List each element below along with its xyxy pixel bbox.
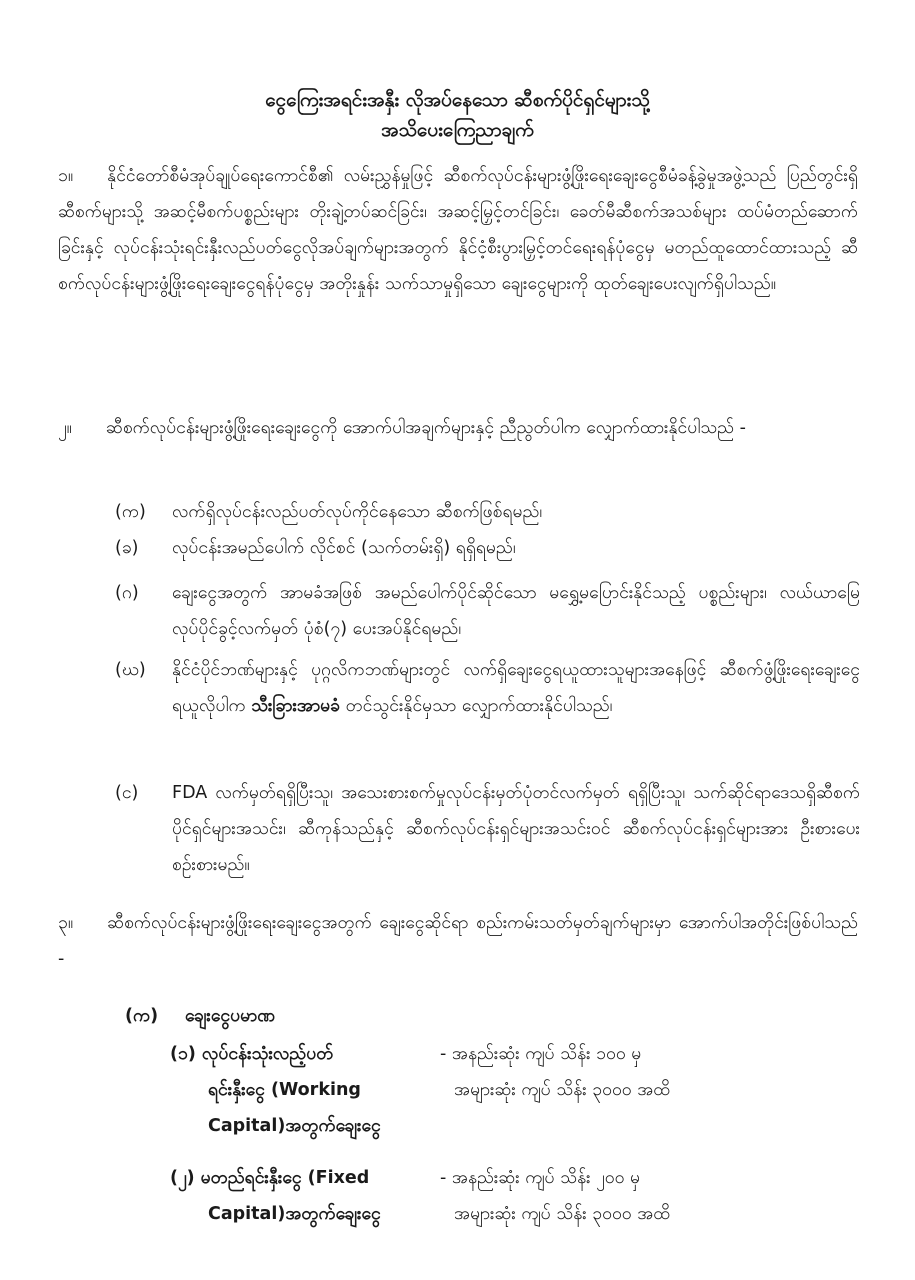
row-label-line: Capital)အတွက်ချေးငွေ [208, 1204, 381, 1224]
row-value-line: - အနည်းဆုံး ကျပ် သိန်း ၁၀၀ မှ [440, 1044, 642, 1064]
paragraph-2-text: ဆီစက်လုပ်ငန်းများဖွံ့ဖြိုးရေးချေးငွေကို အောက်ပါအချက်များနှင့် ညီညွတ်ပါက လျှောက်ထားနိုင်ပါသည် - [105, 418, 746, 438]
list-item [115, 530, 860, 566]
title-line-2: အသိပေးကြေညာချက် [381, 119, 534, 141]
list-item-mark: (ခ) [115, 538, 139, 558]
title-line-1: ငွေကြေးအရင်းအနှီး လိုအပ်နေသော ဆီစက်ပိုင်ရှင်များသို့ [265, 89, 650, 111]
row-value [440, 1160, 860, 1232]
list-item-text: ချေးငွေအတွက် အာမခံအဖြစ် အမည်ပေါက်ပိုင်ဆိုင်သော မရွှေ့မပြောင်းနိုင်သည့် ပစ္စည်းများ၊ လယ်ယာမြေလုပ်ပိုင်ခွင့်လက်မှတ် ပုံစံ(၇) ပေးအပ်နိုင်ရမည်၊ [172, 583, 860, 639]
row-label [170, 1160, 428, 1232]
paragraph-1-text: နိုင်ငံတော်စီမံအုပ်ချုပ်ရေးကောင်စီ၏ လမ်းညွှန်မှုဖြင့် ဆီစက်လုပ်ငန်းများဖွံ့ဖြိုးရေးချေးငွေစီမံခန့်ခွဲမှုအဖွဲ့သည် ပြည်တွင်းရှိ ဆီစက်များသို့ အဆင့်မီစက်ပစ္စည်းများ တိုးချဲ့တပ်ဆင်ခြင်း၊ အဆင့်မြှင့်တင်ခြင်း၊ ခေတ်မီဆီစက်အသစ်များ ထပ်မံတည်ဆောက်ခြင်းနှင့် လုပ်ငန်းသုံးရင်းနှီးလည်ပတ်ငွေလိုအပ်ချက်များအတွက် နိုင်ငံ့စီးပွားမြှင့်တင်ရေးရန်ပုံငွေမှ မတည်ထူထောင်ထားသည့် ဆီစက်လုပ်ငန်းများဖွံ့ဖြိုးရေးချေးငွေရန်ပုံငွေမှ အတိုးနှုန်း သက်သာမှုရှိသော ချေးငွေများကို ထုတ်ချေးပေးလျက်ရှိပါသည်။ [58, 166, 858, 294]
list-item [115, 652, 860, 724]
row-label-line: (၁) လုပ်ငန်းသုံးလည့်ပတ် [170, 1044, 334, 1064]
list-item-mark: (င) [115, 783, 139, 803]
paragraph-2 [58, 410, 858, 446]
paragraph-3-number: ၃။ [58, 913, 74, 933]
list-item-text: လက်ရှိလုပ်ငန်းလည်ပတ်လုပ်ကိုင်နေသော ဆီစက်ဖြစ်ရမည်၊ [172, 502, 543, 522]
list-item [115, 775, 860, 883]
row-label-line: Capital)အတွက်ချေးငွေ [208, 1116, 381, 1136]
paragraph-3 [58, 905, 858, 977]
list-item-text-part: တင်သွင်းနိုင်မှသာ လျှောက်ထားနိုင်ပါသည်၊ [340, 696, 613, 716]
paragraph-3-text: ဆီစက်လုပ်ငန်းများဖွံ့ဖြိုးရေးချေးငွေအတွက် ချေးငွေဆိုင်ရာ စည်းကမ်းသတ်မှတ်ချက်များမှာ အောက်ပါအတိုင်းဖြစ်ပါသည် - [58, 913, 858, 969]
section-label: ချေးငွေပမာဏ [185, 1006, 275, 1026]
list-item-text: လုပ်ငန်းအမည်ပေါက် လိုင်စင် (သက်တမ်းရှိ) ရရှိရမည်၊ [172, 538, 516, 558]
list-item [115, 494, 860, 530]
list-item-mark: (ဂ) [115, 583, 139, 603]
section-loan-amount [125, 998, 275, 1034]
row-label-line: (၂) မတည်ရင်းနှီးငွေ (Fixed [170, 1168, 370, 1188]
row-value [440, 1036, 860, 1108]
list-item-mark: (က) [115, 502, 146, 522]
paragraph-1 [58, 158, 858, 302]
list-item [115, 575, 860, 647]
paragraph-1-number: ၁။ [58, 166, 74, 186]
list-item-text-part: နိုင်ငံပိုင်ဘဏ်များနှင့် ပုဂ္ဂလိကဘဏ်များတွင် လက်ရှိချေးငွေရယူထားသူများအနေဖြင့် ဆီစက်ဖွံ့ဖြိုးရေးချေးငွေရယူလိုပါက [172, 660, 860, 716]
row-value-line: - အနည်းဆုံး ကျပ် သိန်း ၂၀၀ မှ [440, 1168, 641, 1188]
row-label [170, 1036, 428, 1144]
list-item-text [172, 652, 860, 724]
list-item-bold-text: သီးခြားအာမခံ [251, 696, 341, 716]
row-value-line: အများဆုံး ကျပ် သိန်း ၃၀၀၀ အထိ [454, 1080, 671, 1100]
row-value-line: အများဆုံး ကျပ် သိန်း ၃၀၀၀ အထိ [454, 1204, 671, 1224]
list-item-mark: (ဃ) [115, 660, 146, 680]
row-label-line: ရင်းနှီးငွေ (Working [208, 1080, 361, 1100]
section-mark: (က) [125, 1006, 159, 1026]
paragraph-2-number: ၂။ [58, 418, 72, 438]
list-item-text: FDA လက်မှတ်ရရှိပြီးသူ၊ အသေးစားစက်မှုလုပ်ငန်းမှတ်ပုံတင်လက်မှတ် ရရှိပြီးသူ၊ သက်ဆိုင်ရာဒေသရှိဆီစက်ပိုင်ရှင်များအသင်း၊ ဆီကုန်သည်နှင့် ဆီစက်လုပ်ငန်းရှင်များအသင်းဝင် ဆီစက်လုပ်ငန်းရှင်များအား ဦးစားပေးစဉ်းစားမည်။ [172, 783, 860, 875]
